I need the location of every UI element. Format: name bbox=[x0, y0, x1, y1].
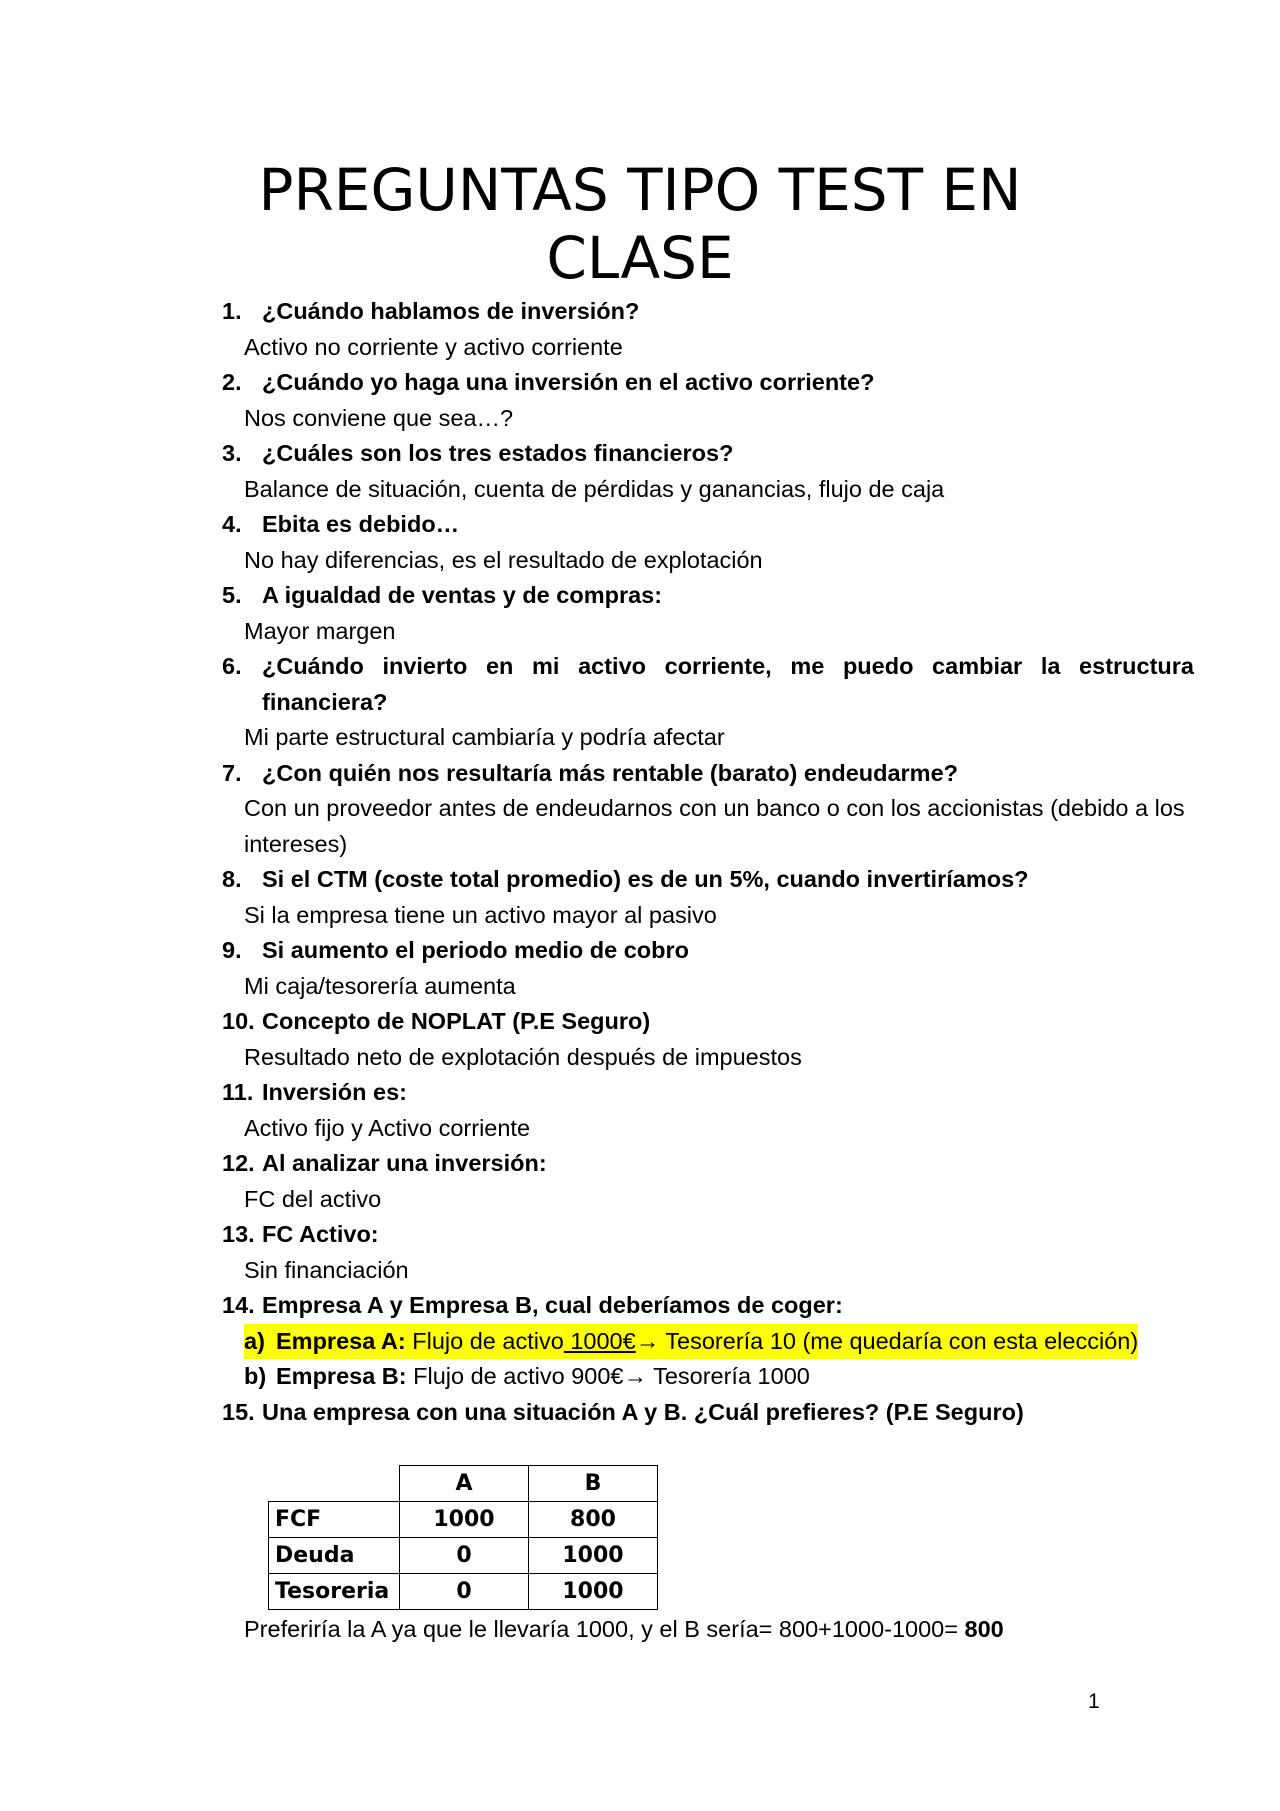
option-letter: b) bbox=[244, 1363, 267, 1389]
row-label: Deuda bbox=[269, 1538, 400, 1574]
question-number: 14. bbox=[222, 1292, 255, 1318]
comparison-table bbox=[268, 1465, 658, 1610]
question-number: 10. bbox=[222, 1008, 255, 1034]
answer-6: Mi parte estructural cambiaría y podría afectar bbox=[244, 724, 725, 750]
option-post: → Tesorería 1000 bbox=[623, 1363, 810, 1389]
question-number: 1. bbox=[222, 298, 242, 324]
table-corner bbox=[269, 1466, 400, 1502]
question-number: 3. bbox=[222, 440, 242, 466]
question-text: Si el CTM (coste total promedio) es de un 5%, cuando invertiríamos? bbox=[262, 866, 1029, 892]
question-12 bbox=[222, 1146, 1194, 1182]
question-text: ¿Cuáles son los tres estados financieros? bbox=[262, 440, 734, 466]
question-number: 13. bbox=[222, 1221, 255, 1247]
question-8 bbox=[222, 862, 1194, 898]
cell-a: 0 bbox=[400, 1538, 529, 1574]
answer-7: Con un proveedor antes de endeudarnos con un banco o con los accionistas (debido a los intereses) bbox=[244, 795, 1185, 857]
question-text: Ebita es debido… bbox=[262, 511, 460, 537]
question-11 bbox=[222, 1075, 1194, 1111]
question-15 bbox=[222, 1395, 1194, 1431]
question-list bbox=[222, 294, 1194, 1430]
option-pre: Flujo de activo 900€ bbox=[406, 1363, 624, 1389]
answer-3: Balance de situación, cuenta de pérdidas y ganancias, flujo de caja bbox=[244, 475, 945, 502]
question-10 bbox=[222, 1004, 1194, 1040]
conclusion-text bbox=[244, 1612, 1004, 1647]
answer-1: Activo no corriente y activo corriente bbox=[244, 333, 623, 360]
answer-13: Sin financiación bbox=[244, 1256, 409, 1283]
question-text: Concepto de NOPLAT (P.E Seguro) bbox=[262, 1008, 651, 1034]
question-text: Inversión es: bbox=[262, 1079, 407, 1105]
question-2 bbox=[222, 365, 1194, 401]
question-number: 4. bbox=[222, 511, 242, 537]
option-text bbox=[276, 1324, 1138, 1360]
option-label: Empresa A: bbox=[276, 1327, 406, 1354]
question-number: 15. bbox=[222, 1398, 255, 1425]
option-pre: Flujo de activo bbox=[405, 1327, 564, 1354]
question-number: 6. bbox=[222, 653, 242, 679]
row-label: Tesoreria bbox=[269, 1574, 400, 1610]
question-number: 2. bbox=[222, 369, 242, 395]
question-4 bbox=[222, 507, 1194, 543]
question-text: Si aumento el periodo medio de cobro bbox=[262, 937, 689, 963]
conclusion-result: 800 bbox=[964, 1616, 1004, 1642]
answer-10: Resultado neto de explotación después de impuestos bbox=[244, 1043, 802, 1070]
option-label: Empresa B: bbox=[276, 1363, 407, 1389]
question-14 bbox=[222, 1288, 1194, 1324]
answer-12: FC del activo bbox=[244, 1185, 382, 1212]
cell-a: 1000 bbox=[400, 1502, 529, 1538]
question-text: ¿Con quién nos resultaría más rentable (barato) endeudarme? bbox=[262, 759, 959, 786]
question-number: 12. bbox=[222, 1150, 255, 1176]
question-1 bbox=[222, 294, 1194, 330]
comparison-table-wrap bbox=[268, 1465, 658, 1610]
question-text: ¿Cuándo invierto en mi activo corriente, me puedo cambiar la estructura financiera? bbox=[262, 653, 1194, 715]
option-b bbox=[222, 1359, 1194, 1395]
question-3 bbox=[222, 436, 1194, 472]
cell-b: 1000 bbox=[529, 1538, 658, 1574]
table-header: A bbox=[400, 1466, 529, 1502]
question-text: Empresa A y Empresa B, cual deberíamos de coger: bbox=[262, 1292, 843, 1318]
option-a-highlighted bbox=[222, 1324, 1194, 1360]
answer-11: Activo fijo y Activo corriente bbox=[244, 1114, 531, 1141]
question-text: ¿Cuándo hablamos de inversión? bbox=[262, 298, 640, 324]
question-number: 9. bbox=[222, 937, 242, 963]
option-text bbox=[276, 1359, 810, 1395]
question-number: 5. bbox=[222, 582, 242, 608]
cell-b: 800 bbox=[529, 1502, 658, 1538]
table-row bbox=[269, 1502, 658, 1538]
cell-b: 1000 bbox=[529, 1574, 658, 1610]
question-9 bbox=[222, 933, 1194, 969]
answer-9: Mi caja/tesorería aumenta bbox=[244, 972, 516, 999]
answer-4: No hay diferencias, es el resultado de explotación bbox=[244, 546, 763, 573]
question-6 bbox=[222, 649, 1194, 720]
option-post: → Tesorería 10 (me quedaría con esta elección) bbox=[635, 1327, 1139, 1354]
question-text: FC Activo: bbox=[262, 1221, 379, 1247]
question-text: Una empresa con una situación A y B. ¿Cuál prefieres? (P.E Seguro) bbox=[262, 1398, 1024, 1425]
answer-5: Mayor margen bbox=[244, 617, 396, 644]
page-title: PREGUNTAS TIPO TEST EN CLASE bbox=[258, 156, 1022, 292]
question-5 bbox=[222, 578, 1194, 614]
page-number: 1 bbox=[1088, 1690, 1100, 1713]
option-letter: a) bbox=[244, 1324, 276, 1360]
question-text: A igualdad de ventas y de compras: bbox=[262, 582, 663, 608]
table-row bbox=[269, 1538, 658, 1574]
question-13 bbox=[222, 1217, 1194, 1253]
table-header: B bbox=[529, 1466, 658, 1502]
question-number: 7. bbox=[222, 759, 242, 786]
table-row bbox=[269, 1574, 658, 1610]
question-text: ¿Cuándo yo haga una inversión en el activo corriente? bbox=[262, 369, 875, 395]
answer-2: Nos conviene que sea…? bbox=[244, 404, 514, 431]
question-7 bbox=[222, 756, 1194, 792]
answer-8: Si la empresa tiene un activo mayor al pasivo bbox=[244, 901, 717, 928]
cell-a: 0 bbox=[400, 1574, 529, 1610]
row-label: FCF bbox=[269, 1502, 400, 1538]
table-header-row bbox=[269, 1466, 658, 1502]
option-amount: 1000€ bbox=[563, 1327, 636, 1354]
question-number: 8. bbox=[222, 866, 242, 892]
conclusion-body: Preferiría la A ya que le llevaría 1000, y el B sería= 800+1000-1000= bbox=[244, 1616, 965, 1642]
question-text: Al analizar una inversión: bbox=[262, 1150, 547, 1176]
question-number: 11. bbox=[222, 1079, 254, 1105]
